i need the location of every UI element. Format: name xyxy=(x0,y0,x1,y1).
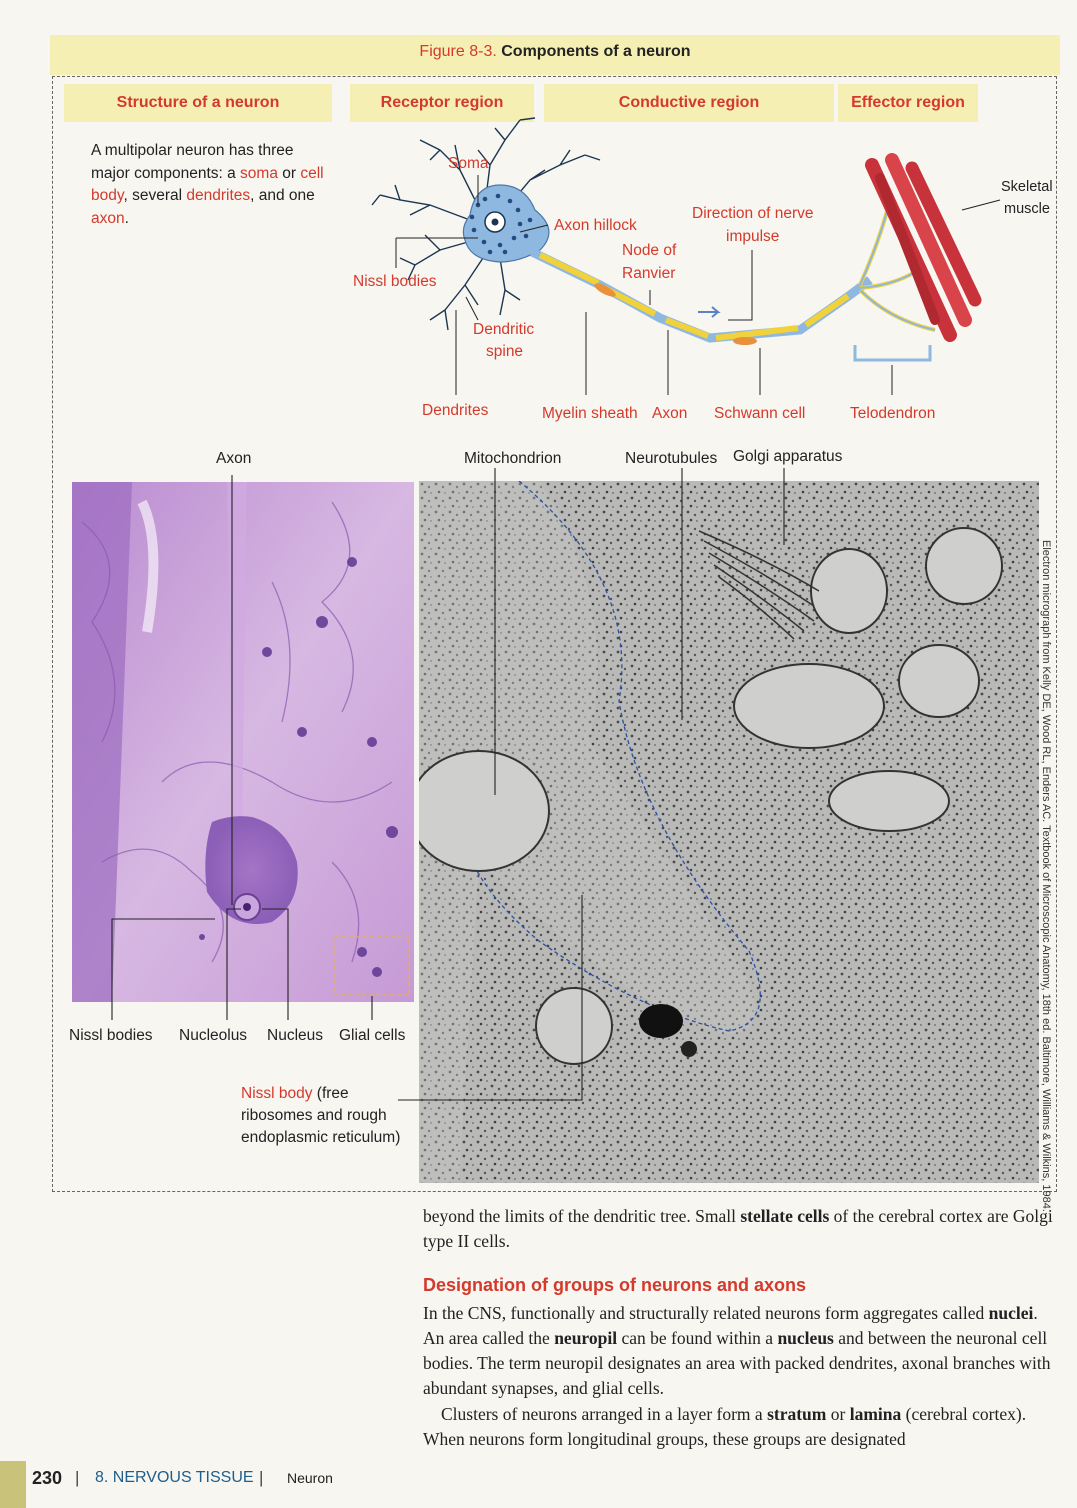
label-nissl-bodies-diagram: Nissl bodies xyxy=(353,273,437,290)
label-direction-2: impulse xyxy=(726,228,780,245)
footer-separator: | xyxy=(259,1468,264,1487)
label-telodendron: Telodendron xyxy=(850,405,936,422)
term-axon: axon xyxy=(91,209,125,227)
label-nucleolus: Nucleolus xyxy=(179,1027,248,1044)
label-skeletal-2: muscle xyxy=(1004,201,1050,217)
chapter-title: 8. NERVOUS TISSUE xyxy=(95,1469,254,1486)
body-text-part: (cerebral cortex). When neurons form longitudinal groups, these groups are designated xyxy=(423,1404,1027,1449)
label-axon-hillock: Axon hillock xyxy=(554,217,637,234)
label-node-2: Ranvier xyxy=(622,265,676,282)
body-text-part: or xyxy=(826,1404,850,1424)
label-dendritic-spine-2: spine xyxy=(486,343,524,360)
light-micrograph-leaders xyxy=(60,470,420,1030)
body-text-part: beyond the limits of the dendritic tree. Small xyxy=(423,1206,741,1226)
figure-title-bar xyxy=(50,35,1060,75)
term-lamina: lamina xyxy=(849,1404,902,1424)
header-receptor: Receptor region xyxy=(350,84,534,122)
skeletal-muscle-shape xyxy=(872,160,975,335)
label-nissl-body-term: Nissl body xyxy=(241,1085,313,1102)
image-credit xyxy=(1036,540,1056,1212)
telodendron-bracket xyxy=(855,345,930,360)
term-soma: soma xyxy=(240,164,278,182)
axon-shape xyxy=(532,252,870,338)
intro-part: , several xyxy=(123,187,187,204)
label-dendritic-spine-1: Dendritic xyxy=(473,321,535,338)
label-nissl-body-3: endoplasmic reticulum) xyxy=(241,1129,401,1146)
header-effector: Effector region xyxy=(838,84,978,122)
body-text-part: Clusters of neurons arranged in a layer form a xyxy=(441,1404,768,1424)
term-stratum: stratum xyxy=(767,1404,827,1424)
label-direction-1: Direction of nerve xyxy=(692,205,814,222)
electron-micrograph-leaders xyxy=(380,460,800,1110)
body-text-part: can be found within a xyxy=(617,1328,778,1348)
schwann-nucleus xyxy=(733,337,757,345)
intro-part: A multipolar neuron has three major components: a xyxy=(91,142,294,182)
label-axon-micro: Axon xyxy=(216,450,252,467)
term-cell-body: cell body xyxy=(91,164,324,204)
page-number: 230 xyxy=(32,1468,63,1488)
image-credit-text: Electron micrograph from Kelly DE, Wood RL, Enders AC. Textbook of Microscopic Anatomy, 18th ed. Baltimore, Williams & Wilkins, 1984. xyxy=(1040,540,1052,1212)
label-dendrites: Dendrites xyxy=(422,402,489,419)
figure-number: Figure 8-3. xyxy=(419,43,497,60)
label-glial-cells: Glial cells xyxy=(339,1027,406,1044)
term-neuropil: neuropil xyxy=(554,1328,618,1348)
label-nucleus: Nucleus xyxy=(267,1027,323,1044)
body-text-part: of the cerebral cortex are Golgi type II cells. xyxy=(423,1206,1053,1251)
term-dendrites: dendrites xyxy=(186,187,251,204)
intro-part: . xyxy=(124,209,129,227)
label-myelin-sheath: Myelin sheath xyxy=(542,405,638,422)
label-neurotubules: Neurotubules xyxy=(625,450,718,467)
section-heading: Designation of groups of neurons and axons xyxy=(423,1275,807,1295)
term-stellate-cells: stellate cells xyxy=(740,1206,830,1226)
body-text-part: In the CNS, functionally and structurally related neurons form aggregates called xyxy=(423,1303,989,1323)
section-title: Neuron xyxy=(287,1470,333,1486)
figure-title xyxy=(50,43,1060,61)
label-nissl-body-block xyxy=(241,1083,400,1149)
header-structure: Structure of a neuron xyxy=(64,84,332,122)
label-schwann-cell: Schwann cell xyxy=(714,405,806,422)
label-golgi-apparatus: Golgi apparatus xyxy=(733,448,843,465)
label-axon-diagram: Axon xyxy=(652,405,688,422)
label-nissl-bodies-micro: Nissl bodies xyxy=(69,1027,153,1044)
term-nuclei: nuclei xyxy=(988,1303,1034,1323)
intro-text xyxy=(91,140,331,230)
label-node-1: Node of xyxy=(622,242,677,259)
footer-separator: | xyxy=(75,1468,80,1487)
footer-color-tab xyxy=(0,1461,26,1508)
label-nissl-body-1: (free xyxy=(312,1085,349,1102)
body-text-part: and between the neuronal cell bodies. The term neuropil designates an area with packed dendrites, axonal branches with abundant synapses, and glial cells. xyxy=(423,1328,1051,1398)
direction-arrow-icon xyxy=(698,307,718,317)
body-text-part: . An area called the xyxy=(423,1303,1038,1348)
nucleolus-shape xyxy=(492,219,499,226)
label-soma: Soma xyxy=(448,155,489,172)
intro-part: , and one xyxy=(250,187,315,204)
label-skeletal-1: Skeletal xyxy=(1001,179,1053,195)
intro-part: or xyxy=(277,164,301,182)
body-paragraph-2 xyxy=(423,1301,1058,1401)
body-paragraph-3 xyxy=(423,1402,1058,1452)
header-conductive: Conductive region xyxy=(544,84,834,122)
label-mitochondrion: Mitochondrion xyxy=(464,450,562,467)
body-paragraph-1 xyxy=(423,1204,1058,1254)
figure-caption: Components of a neuron xyxy=(501,43,691,60)
term-nucleus: nucleus xyxy=(777,1328,834,1348)
label-nissl-body-2: ribosomes and rough xyxy=(241,1107,387,1124)
